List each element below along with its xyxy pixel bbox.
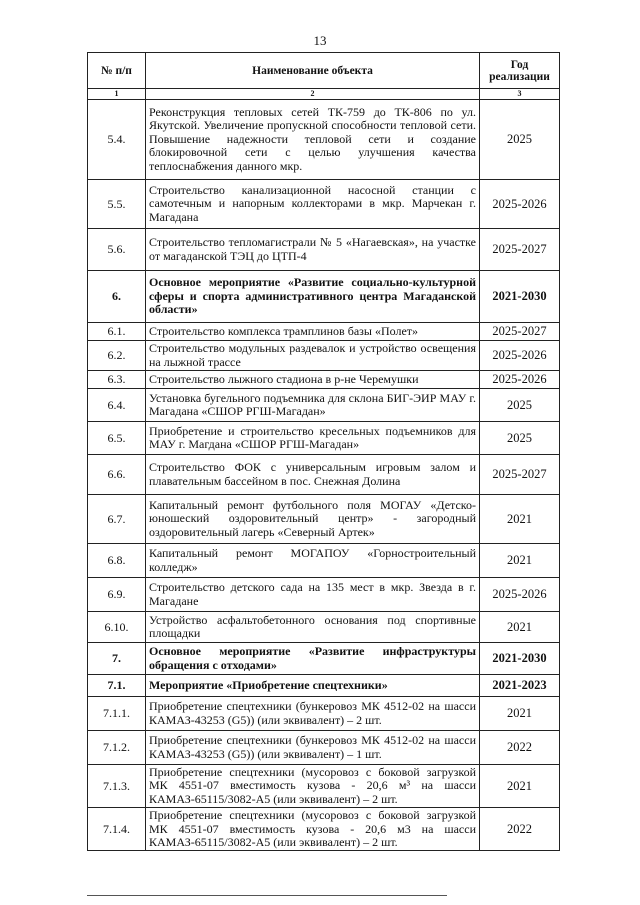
table-body bbox=[88, 100, 560, 851]
table-row bbox=[88, 731, 560, 765]
row-year: 2025-2027 bbox=[480, 455, 560, 495]
row-year: 2021 bbox=[480, 495, 560, 544]
row-year: 2021-2030 bbox=[480, 271, 560, 323]
row-name: Устройство асфальтобетонного основания под спортивные площадки bbox=[146, 612, 480, 643]
row-year: 2021-2030 bbox=[480, 643, 560, 675]
row-year: 2025-2026 bbox=[480, 578, 560, 612]
row-number: 7.1. bbox=[88, 675, 146, 697]
row-year: 2025 bbox=[480, 422, 560, 455]
row-name: Строительство лыжного стадиона в р-не Черемушки bbox=[146, 371, 480, 389]
row-number: 6.6. bbox=[88, 455, 146, 495]
header-year: Год реализации bbox=[480, 53, 560, 89]
row-name: Основное мероприятие «Развитие социально-культурной сферы и спорта административного центра Магаданской области» bbox=[146, 271, 480, 323]
table-row bbox=[88, 371, 560, 389]
table-row bbox=[88, 495, 560, 544]
row-name: Приобретение спецтехники (мусоровоз с боковой загрузкой МК 4551-07 вместимость кузова - 20,6 м3 на шасси КАМАЗ-65115/3082-А5 (или эквивалент) – 2 шт. bbox=[146, 808, 480, 851]
row-year: 2021 bbox=[480, 544, 560, 578]
row-year: 2021 bbox=[480, 765, 560, 808]
row-name: Мероприятие «Приобретение спецтехники» bbox=[146, 675, 480, 697]
row-number: 6.2. bbox=[88, 341, 146, 371]
row-number: 5.5. bbox=[88, 180, 146, 229]
row-name: Строительство канализационной насосной станции с самотечным и напорным коллекторами в мкр. Марчекан г. Магадана bbox=[146, 180, 480, 229]
row-year: 2025 bbox=[480, 389, 560, 422]
row-number: 6.8. bbox=[88, 544, 146, 578]
row-name: Капитальный ремонт футбольного поля МОГАУ «Детско-юношеский оздоровительный центр» - загородный оздоровительный лагерь «Северный Артек» bbox=[146, 495, 480, 544]
row-number: 6.9. bbox=[88, 578, 146, 612]
row-number: 7.1.3. bbox=[88, 765, 146, 808]
row-name: Приобретение и строительство кресельных подъемников для МАУ г. Магдана «СШОР РГШ-Магадан» bbox=[146, 422, 480, 455]
table-row bbox=[88, 455, 560, 495]
column-number: 1 bbox=[88, 89, 146, 100]
row-name: Строительство ФОК с универсальным игровым залом и плавательным бассейном в пос. Снежная Долина bbox=[146, 455, 480, 495]
footer-divider bbox=[87, 895, 447, 896]
row-name: Приобретение спецтехники (мусоровоз с боковой загрузкой МК 4551-07 вместимость кузова - 20,6 м³ на шасси КАМАЗ-65115/3082-А5 (или эквивалент) – 2 шт. bbox=[146, 765, 480, 808]
column-number-row bbox=[88, 89, 560, 100]
table-row bbox=[88, 765, 560, 808]
row-number: 6.5. bbox=[88, 422, 146, 455]
row-number: 7. bbox=[88, 643, 146, 675]
table-row bbox=[88, 612, 560, 643]
row-year: 2022 bbox=[480, 808, 560, 851]
row-name: Установка бугельного подъемника для склона БИГ-ЭИР МАУ г. Магадана «СШОР РГШ-Магадан» bbox=[146, 389, 480, 422]
row-name: Приобретение спецтехники (бункеровоз МК 4512-02 на шасси КАМАЗ-43253 (G5)) (или эквивалент) – 1 шт. bbox=[146, 731, 480, 765]
row-year: 2025-2026 bbox=[480, 371, 560, 389]
row-year: 2025-2027 bbox=[480, 229, 560, 271]
row-number: 6. bbox=[88, 271, 146, 323]
table-row bbox=[88, 643, 560, 675]
row-year: 2021 bbox=[480, 697, 560, 731]
row-name: Приобретение спецтехники (бункеровоз МК 4512-02 на шасси КАМАЗ-43253 (G5)) (или эквивалент) – 2 шт. bbox=[146, 697, 480, 731]
row-number: 7.1.1. bbox=[88, 697, 146, 731]
table-row bbox=[88, 675, 560, 697]
row-year: 2025-2027 bbox=[480, 323, 560, 341]
column-number: 2 bbox=[146, 89, 480, 100]
row-number: 6.4. bbox=[88, 389, 146, 422]
header-num: № п/п bbox=[88, 53, 146, 89]
table-row bbox=[88, 323, 560, 341]
row-name: Строительство модульных раздевалок и устройство освещения на лыжной трассе bbox=[146, 341, 480, 371]
table-row bbox=[88, 229, 560, 271]
row-name: Основное мероприятие «Развитие инфраструктуры обращения с отходами» bbox=[146, 643, 480, 675]
row-year: 2025 bbox=[480, 100, 560, 180]
row-number: 6.7. bbox=[88, 495, 146, 544]
row-year: 2025-2026 bbox=[480, 341, 560, 371]
row-year: 2021-2023 bbox=[480, 675, 560, 697]
table-row bbox=[88, 100, 560, 180]
row-name: Строительство комплекса трамплинов базы «Полет» bbox=[146, 323, 480, 341]
table-row bbox=[88, 808, 560, 851]
table-row bbox=[88, 422, 560, 455]
table-row bbox=[88, 578, 560, 612]
row-name: Строительство тепломагистрали № 5 «Нагаевская», на участке от магаданской ТЭЦ до ЦТП-4 bbox=[146, 229, 480, 271]
row-number: 6.3. bbox=[88, 371, 146, 389]
table-row bbox=[88, 341, 560, 371]
row-number: 6.10. bbox=[88, 612, 146, 643]
table-row bbox=[88, 271, 560, 323]
page-number: 13 bbox=[313, 33, 327, 48]
row-name: Капитальный ремонт МОГАПОУ «Горностроительный колледж» bbox=[146, 544, 480, 578]
table-row bbox=[88, 389, 560, 422]
row-year: 2021 bbox=[480, 612, 560, 643]
header-name: Наименование объекта bbox=[146, 53, 480, 89]
column-number: 3 bbox=[480, 89, 560, 100]
table-row bbox=[88, 180, 560, 229]
row-number: 7.1.4. bbox=[88, 808, 146, 851]
projects-table bbox=[87, 52, 560, 851]
row-year: 2022 bbox=[480, 731, 560, 765]
table-header-row bbox=[88, 53, 560, 89]
table-row bbox=[88, 544, 560, 578]
row-number: 5.4. bbox=[88, 100, 146, 180]
row-name: Строительство детского сада на 135 мест в мкр. Звезда в г. Магадане bbox=[146, 578, 480, 612]
row-name: Реконструкция тепловых сетей ТК-759 до ТК-806 по ул. Якутской. Увеличение пропускной способности тепловой сети. Повышение надежности тепловой сети и создание блокировочной сети с целью улучшения качества теплоснабжения данного мкр. bbox=[146, 100, 480, 180]
row-year: 2025-2026 bbox=[480, 180, 560, 229]
row-number: 6.1. bbox=[88, 323, 146, 341]
row-number: 5.6. bbox=[88, 229, 146, 271]
table-row bbox=[88, 697, 560, 731]
row-number: 7.1.2. bbox=[88, 731, 146, 765]
